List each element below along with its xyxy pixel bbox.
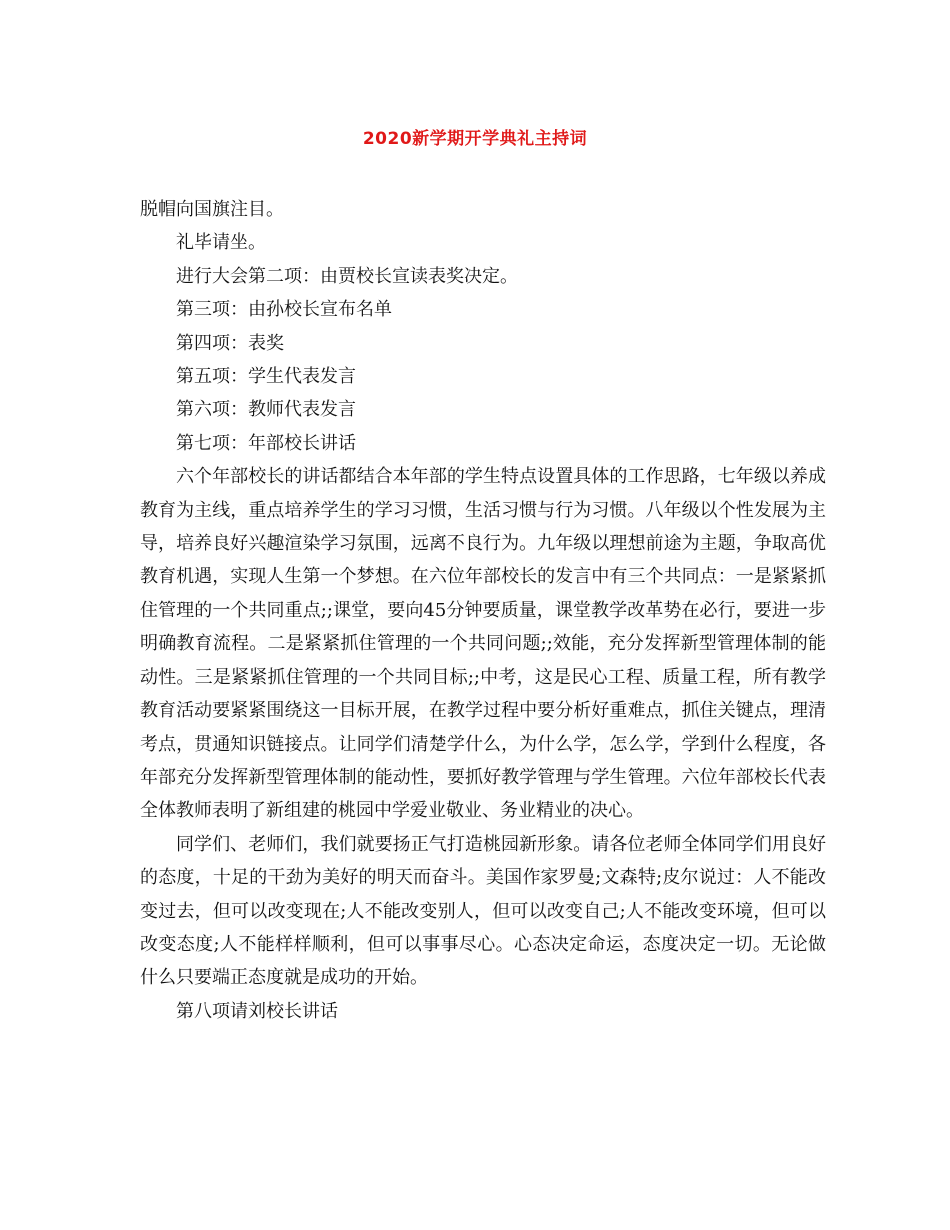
paragraph-5: 第四项：表奖: [176, 332, 284, 354]
paragraph-1: 脱帽向国旗注目。: [140, 199, 284, 220]
document-body: [140, 193, 826, 1028]
paragraph-9: 六个年部校长的讲话都结合本年部的学生特点设置具体的工作思路，七年级以养成教育为主线，重点培养学生的学习习惯，生活习惯与行为习惯。八年级以个性发展为主导，培养良好兴趣渲染学习氛围，远离不良行为。九年级以理想前途为主题，争取高优教育机遇，实现人生第一个梦想。在六位年部校长的发言中有三个共同点：一是紧紧抓住管理的一个共同重点;;课堂，要向45分钟要质量，课堂教学改革势在必行，要进一步明确教育流程。二是紧紧抓住管理的一个共同问题;;效能，充分发挥新型管理体制的能动性。三是紧紧抓住管理的一个共同目标;;中考，这是民心工程、质量工程，所有教学教育活动要紧紧围绕这一目标开展，在教学过程中要分析好重难点，抓住关键点，理清考点，贯通知识链接点。让同学们清楚学什么，为什么学，怎么学，学到什么程度，各年部充分发挥新型管理体制的能动性，要抓好教学管理与学生管理。六位年部校长代表全体教师表明了新组建的桃园中学爱业敬业、务业精业的决心。: [140, 466, 826, 822]
paragraph-8: 第七项：年部校长讲话: [176, 432, 356, 454]
paragraph-7: 第六项：教师代表发言: [176, 399, 356, 421]
paragraph-2: 礼毕请坐。: [176, 232, 266, 254]
paragraph-10: 同学们、老师们，我们就要扬正气打造桃园新形象。请各位老师全体同学们用良好的态度，十足的干劲为美好的明天而奋斗。美国作家罗曼;文森特;皮尔说过：人不能改变过去，但可以改变现在;人不能改变别人，但可以改变自己;人不能改变环境，但可以改变态度;人不能样样顺利，但可以事事尽心。心态决定命运，态度决定一切。无论做什么只要端正态度就是成功的开始。: [140, 833, 826, 989]
paragraph-3: 进行大会第二项：由贾校长宣读表奖决定。: [176, 265, 518, 287]
paragraph-11: 第八项请刘校长讲话: [176, 1000, 338, 1022]
paragraph-6: 第五项：学生代表发言: [176, 366, 356, 388]
document-title: 2020新学期开学典礼主持词: [362, 129, 588, 149]
paragraph-4: 第三项：由孙校长宣布名单: [176, 299, 392, 321]
